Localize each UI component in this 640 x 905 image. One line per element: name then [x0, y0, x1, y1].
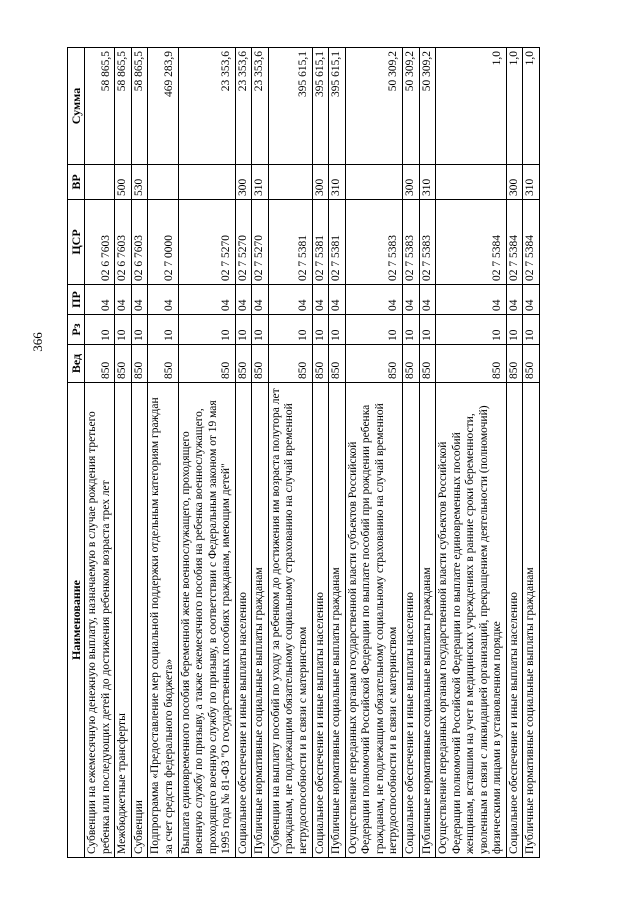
cell-sum: 23 353,6 [178, 48, 235, 165]
header-rz: Рз [68, 315, 85, 345]
table-row [252, 48, 269, 858]
cell-sum: 50 309,2 [345, 48, 402, 165]
table-row [268, 48, 312, 858]
cell-rz: 10 [523, 315, 540, 345]
cell-rz: 10 [506, 315, 523, 345]
cell-vr [436, 165, 507, 200]
cell-name: Субвенции на ежемесячную денежную выплату, назначаемую в случае рождения третьего ребенка или последующих детей до достижения ребенком возраста трех лет [85, 383, 115, 858]
cell-name: Субвенции [131, 383, 148, 858]
cell-ved: 850 [235, 345, 252, 383]
cell-name: Публичные нормативные социальные выплаты гражданам [329, 383, 346, 858]
budget-table [67, 47, 540, 858]
cell-vr: 310 [252, 165, 269, 200]
cell-name: Межбюджетные трансферты [115, 383, 132, 858]
cell-rz: 10 [178, 315, 235, 345]
cell-pr: 04 [329, 285, 346, 315]
cell-rz: 10 [419, 315, 436, 345]
cell-csr: 02 7 5381 [268, 200, 312, 285]
cell-csr: 02 7 5270 [178, 200, 235, 285]
cell-name: Публичные нормативные социальные выплаты гражданам [523, 383, 540, 858]
cell-ved: 850 [148, 345, 178, 383]
cell-ved: 850 [523, 345, 540, 383]
cell-pr: 04 [506, 285, 523, 315]
cell-rz: 10 [235, 315, 252, 345]
cell-vr [148, 165, 178, 200]
cell-pr: 04 [252, 285, 269, 315]
table-row [345, 48, 402, 858]
cell-csr: 02 7 5383 [345, 200, 402, 285]
cell-rz: 10 [268, 315, 312, 345]
cell-ved: 850 [312, 345, 329, 383]
cell-csr: 02 7 5384 [436, 200, 507, 285]
cell-rz: 10 [115, 315, 132, 345]
rotated-page-content [67, 48, 537, 858]
cell-pr: 04 [85, 285, 115, 315]
cell-pr: 04 [131, 285, 148, 315]
table-row [402, 48, 419, 858]
cell-sum: 1,0 [506, 48, 523, 165]
header-vr: ВР [68, 165, 85, 200]
cell-vr [268, 165, 312, 200]
table-row [131, 48, 148, 858]
header-pr: ПР [68, 285, 85, 315]
cell-csr: 02 7 0000 [148, 200, 178, 285]
cell-ved: 850 [345, 345, 402, 383]
cell-csr: 02 6 7603 [115, 200, 132, 285]
cell-ved: 850 [419, 345, 436, 383]
header-csr: ЦСР [68, 200, 85, 285]
cell-vr: 300 [506, 165, 523, 200]
cell-ved: 850 [85, 345, 115, 383]
cell-sum: 395 615,1 [312, 48, 329, 165]
table-header-row [68, 48, 85, 858]
cell-sum: 23 353,6 [235, 48, 252, 165]
cell-sum: 395 615,1 [268, 48, 312, 165]
cell-rz: 10 [131, 315, 148, 345]
cell-rz: 10 [252, 315, 269, 345]
cell-vr [178, 165, 235, 200]
cell-sum: 58 865,5 [85, 48, 115, 165]
cell-name: Социальное обеспечение и иные выплаты населению [312, 383, 329, 858]
cell-rz: 10 [345, 315, 402, 345]
cell-ved: 850 [252, 345, 269, 383]
cell-pr: 04 [312, 285, 329, 315]
cell-name: Публичные нормативные социальные выплаты гражданам [252, 383, 269, 858]
cell-csr: 02 7 5270 [235, 200, 252, 285]
cell-ved: 850 [268, 345, 312, 383]
cell-name: Социальное обеспечение и иные выплаты населению [235, 383, 252, 858]
cell-sum: 1,0 [523, 48, 540, 165]
cell-csr: 02 7 5381 [312, 200, 329, 285]
table-row [312, 48, 329, 858]
cell-pr: 04 [268, 285, 312, 315]
cell-csr: 02 7 5383 [402, 200, 419, 285]
table-row [178, 48, 235, 858]
cell-sum: 50 309,2 [419, 48, 436, 165]
cell-csr: 02 7 5270 [252, 200, 269, 285]
cell-vr: 530 [131, 165, 148, 200]
cell-ved: 850 [436, 345, 507, 383]
cell-name: Осуществление переданных органам государственной власти субъектов Российской Федерации полномочий Российской Федерации по выплате пособий при рождении ребенка гражданам, не подлежащим обязательному социальному страхованию на случай временной нетрудоспособности и в связи с материнством [345, 383, 402, 858]
cell-name: Социальное обеспечение и иные выплаты населению [402, 383, 419, 858]
cell-rz: 10 [329, 315, 346, 345]
budget-table-area [67, 48, 537, 858]
cell-pr: 04 [523, 285, 540, 315]
cell-sum: 58 865,5 [131, 48, 148, 165]
cell-name: Выплата единовременного пособия беременной жене военнослужащего, проходящего военную службу по призыву, а также ежемесячного пособия на ребенка военнослужащего, проходящего военную службу по призыву, в соответствии с Федеральным законом от 19 мая 1995 года № 81-ФЗ "О государственных пособиях гражданам, имеющим детей" [178, 383, 235, 858]
table-row [148, 48, 178, 858]
cell-vr: 300 [235, 165, 252, 200]
cell-pr: 04 [178, 285, 235, 315]
cell-rz: 10 [312, 315, 329, 345]
header-ved: Вед [68, 345, 85, 383]
table-row [329, 48, 346, 858]
cell-csr: 02 7 5384 [506, 200, 523, 285]
table-row [436, 48, 507, 858]
cell-ved: 850 [506, 345, 523, 383]
cell-vr: 310 [523, 165, 540, 200]
table-row [115, 48, 132, 858]
table-row [523, 48, 540, 858]
cell-vr: 300 [402, 165, 419, 200]
cell-csr: 02 6 7603 [131, 200, 148, 285]
cell-pr: 04 [436, 285, 507, 315]
table-row [506, 48, 523, 858]
cell-sum: 469 283,9 [148, 48, 178, 165]
cell-ved: 850 [115, 345, 132, 383]
cell-pr: 04 [402, 285, 419, 315]
cell-vr: 310 [329, 165, 346, 200]
cell-ved: 850 [131, 345, 148, 383]
cell-sum: 50 309,2 [402, 48, 419, 165]
cell-ved: 850 [402, 345, 419, 383]
cell-vr: 310 [419, 165, 436, 200]
cell-vr [345, 165, 402, 200]
cell-pr: 04 [148, 285, 178, 315]
cell-vr: 300 [312, 165, 329, 200]
cell-pr: 04 [235, 285, 252, 315]
page-number: 366 [30, 332, 45, 352]
cell-vr: 500 [115, 165, 132, 200]
cell-name: Социальное обеспечение и иные выплаты населению [506, 383, 523, 858]
table-row [85, 48, 115, 858]
header-name: Наименование [68, 383, 85, 858]
cell-ved: 850 [178, 345, 235, 383]
cell-sum: 58 865,5 [115, 48, 132, 165]
cell-name: Публичные нормативные социальные выплаты гражданам [419, 383, 436, 858]
cell-rz: 10 [85, 315, 115, 345]
table-body [85, 48, 540, 858]
cell-sum: 395 615,1 [329, 48, 346, 165]
cell-ved: 850 [329, 345, 346, 383]
cell-rz: 10 [436, 315, 507, 345]
cell-name: Субвенции на выплату пособий по уходу за ребенком до достижения им возраста полутора лет гражданам, не подлежащим обязательному социальному страхованию на случай временной нетрудоспособности и в связи с материнством [268, 383, 312, 858]
cell-csr: 02 7 5384 [523, 200, 540, 285]
table-row [235, 48, 252, 858]
cell-sum: 23 353,6 [252, 48, 269, 165]
cell-name: Осуществление переданных органам государственной власти субъектов Российской Федерации полномочий Российской Федерации по выплате единовременных пособий женщинам, вставшим на учет в медицинских учреждениях в ранние сроки беременности, уволенным в связи с ликвидацией организаций, прекращением деятельности (полномочий) физическими лицами в установленном порядке [436, 383, 507, 858]
cell-rz: 10 [148, 315, 178, 345]
cell-rz: 10 [402, 315, 419, 345]
cell-pr: 04 [345, 285, 402, 315]
cell-pr: 04 [115, 285, 132, 315]
cell-csr: 02 7 5383 [419, 200, 436, 285]
cell-csr: 02 7 5381 [329, 200, 346, 285]
cell-sum: 1,0 [436, 48, 507, 165]
cell-vr [85, 165, 115, 200]
cell-csr: 02 6 7603 [85, 200, 115, 285]
header-sum: Сумма [68, 48, 85, 165]
table-row [419, 48, 436, 858]
cell-name: Подпрограмма «Предоставление мер социальной поддержки отдельным категориям граждан за счет средств федерального бюджета» [148, 383, 178, 858]
cell-pr: 04 [419, 285, 436, 315]
